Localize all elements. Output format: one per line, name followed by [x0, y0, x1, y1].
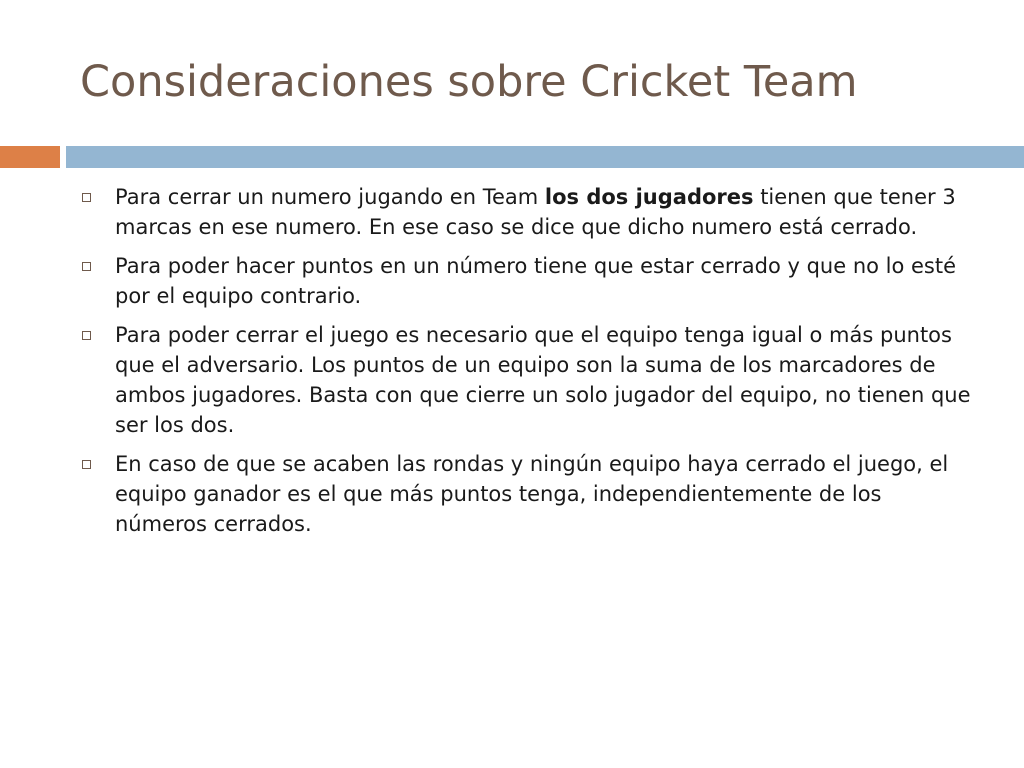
- bullet-text-3: Para poder cerrar el juego es necesario que el equipo tenga igual o más puntos que el adversario. Los puntos de un equipo son la suma de los marcadores de ambos jugadores. Basta con que cierre un solo jugador del equipo, no tienen que ser los dos.: [115, 323, 971, 437]
- bullet-text-4: En caso de que se acaben las rondas y ningún equipo haya cerrado el juego, el equipo ganador es el que más puntos tenga, independientemente de los números cerrados.: [115, 452, 949, 536]
- bullet-item-3: [80, 320, 980, 440]
- bullet-list: [80, 182, 980, 548]
- hollow-square-icon: [82, 460, 91, 469]
- bullet-item-2: [80, 251, 980, 311]
- bullet-text-1-bold: los dos jugadores: [544, 185, 754, 209]
- bullet-item-4: [80, 449, 980, 539]
- bullet-text-2: Para poder hacer puntos en un número tiene que estar cerrado y que no lo esté por el equipo contrario.: [115, 254, 957, 308]
- hollow-square-icon: [82, 331, 91, 340]
- hollow-square-icon: [82, 193, 91, 202]
- title-divider-bar: [66, 146, 1024, 168]
- slide-title: Consideraciones sobre Cricket Team: [80, 57, 858, 107]
- bullet-item-1: [80, 182, 980, 242]
- bullet-text-1-before: Para cerrar un numero jugando en Team: [115, 185, 545, 209]
- accent-bar: [0, 146, 60, 168]
- hollow-square-icon: [82, 262, 91, 271]
- bullet-text-1-after: tienen que tener 3 marcas en ese numero. En ese caso se dice que dicho numero está cerrado.: [115, 185, 956, 239]
